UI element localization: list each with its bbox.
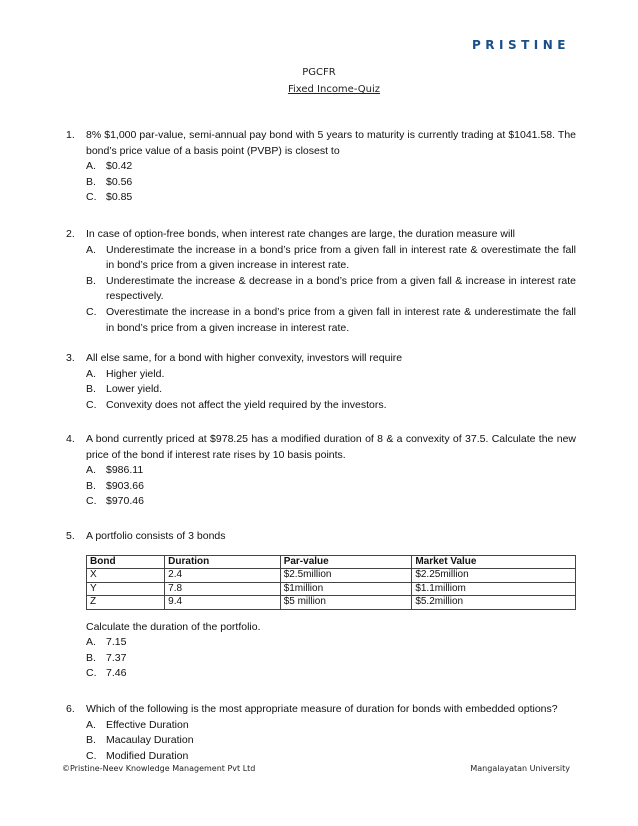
option-b: [86, 274, 576, 305]
question-text: A bond currently priced at $978.25 has a modified duration of 8 & a convexity of 37.5. Calculate the new price of the bond if interest rate rises by 10 basis points.: [86, 433, 576, 461]
option-a: [86, 367, 576, 383]
option-text: Underestimate the increase in a bond’s price from a given fall in interest rate & overestimate the fall in bond’s price from a given increase in interest rate.: [106, 243, 576, 272]
option-a: [86, 635, 576, 651]
option-label: B.: [86, 274, 96, 287]
question-followup-text: Calculate the duration of the portfolio.: [86, 620, 261, 633]
option-label: B.: [86, 651, 96, 664]
option-text: 7.15: [106, 636, 127, 649]
question-text: Which of the following is the most appropriate measure of duration for bonds with embedded options?: [86, 703, 558, 715]
footer-copyright: ©Pristine-Neev Knowledge Management Pvt Ltd: [62, 764, 256, 773]
question-6: [66, 702, 576, 764]
table-cell: 9.4: [165, 596, 281, 610]
question-5: [66, 529, 576, 682]
table-header: Par-value: [280, 555, 412, 569]
question-number: 6.: [66, 703, 75, 715]
table-cell: $2.25million: [412, 569, 576, 583]
table-cell: Z: [87, 596, 165, 610]
question-number: 2.: [66, 228, 75, 240]
table-cell: X: [87, 569, 165, 583]
page-title: PGCFR: [302, 67, 336, 78]
option-label: B.: [86, 734, 96, 747]
option-text: $970.46: [106, 495, 144, 508]
option-text: Higher yield.: [106, 367, 165, 380]
option-text: Convexity does not affect the yield required by the investors.: [106, 398, 387, 411]
question-number: 4.: [66, 433, 75, 445]
option-label: C.: [86, 398, 97, 411]
question-text: All else same, for a bond with higher convexity, investors will require: [86, 352, 403, 364]
table-header: Market Value: [412, 555, 576, 569]
table-header-row: [87, 555, 576, 569]
option-text: Modified Duration: [106, 749, 189, 762]
question-number: 3.: [66, 352, 75, 364]
option-c: [86, 190, 576, 206]
option-label: B.: [86, 479, 96, 492]
question-1: [66, 128, 576, 206]
option-text: 7.37: [106, 651, 127, 664]
option-text: $986.11: [106, 464, 144, 477]
footer-university: Mangalayatan University: [470, 764, 570, 773]
option-a: [86, 718, 576, 734]
option-b: [86, 733, 576, 749]
table-cell: 2.4: [165, 569, 281, 583]
option-c: [86, 749, 576, 765]
table-header: Bond: [87, 555, 165, 569]
question-number: 5.: [66, 530, 75, 542]
page-header: [0, 64, 638, 98]
option-label: B.: [86, 175, 96, 188]
option-a: [86, 463, 576, 479]
table-cell: $1million: [280, 582, 412, 596]
table-cell: 7.8: [165, 582, 281, 596]
option-label: C.: [86, 749, 97, 762]
question-4: [66, 432, 576, 510]
table-row: [87, 596, 576, 610]
option-label: A.: [86, 243, 96, 256]
option-c: [86, 398, 576, 414]
option-text: Effective Duration: [106, 718, 189, 731]
table-cell: $5 million: [280, 596, 412, 610]
table-row: [87, 582, 576, 596]
option-label: A.: [86, 367, 96, 380]
table-cell: $2.5million: [280, 569, 412, 583]
option-label: A.: [86, 718, 96, 731]
option-label: A.: [86, 464, 96, 477]
option-a: [86, 159, 576, 175]
pristine-logo: PRISTINE: [471, 38, 570, 52]
option-label: C.: [86, 495, 97, 508]
table-cell: $5.2million: [412, 596, 576, 610]
option-b: [86, 651, 576, 667]
option-b: [86, 382, 576, 398]
option-text: $0.56: [106, 175, 133, 188]
table-cell: Y: [87, 582, 165, 596]
question-2: [66, 227, 576, 336]
option-label: A.: [86, 160, 96, 173]
question-number: 1.: [66, 129, 75, 141]
option-text: Underestimate the increase & decrease in a bond’s price from a given fall & increase in interest rate respectively.: [106, 274, 576, 303]
option-text: $903.66: [106, 479, 144, 492]
option-b: [86, 479, 576, 495]
table-header: Duration: [165, 555, 281, 569]
option-text: $0.42: [106, 160, 133, 173]
question-text: 8% $1,000 par-value, semi-annual pay bond with 5 years to maturity is currently trading at $1041.58. The bond’s price value of a basis point (PVBP) is closest to: [86, 129, 576, 157]
option-text: Lower yield.: [106, 383, 163, 396]
option-label: C.: [86, 667, 97, 680]
option-text: 7.46: [106, 667, 127, 680]
option-a: [86, 243, 576, 274]
option-text: $0.85: [106, 191, 133, 204]
bond-table: [86, 555, 576, 610]
table-cell: $1.1milliom: [412, 582, 576, 596]
option-text: Overestimate the increase in a bond’s price from a given fall in interest rate & underestimate the fall in bond’s price from a given increase in interest rate.: [106, 305, 576, 334]
table-row: [87, 569, 576, 583]
option-label: C.: [86, 191, 97, 204]
option-label: C.: [86, 305, 97, 318]
option-c: [86, 494, 576, 510]
option-c: [86, 666, 576, 682]
question-3: [66, 351, 576, 413]
option-b: [86, 175, 576, 191]
option-label: B.: [86, 383, 96, 396]
option-c: [86, 305, 576, 336]
question-text: A portfolio consists of 3 bonds: [86, 530, 226, 542]
question-text: In case of option-free bonds, when interest rate changes are large, the duration measure will: [86, 228, 515, 240]
page-subtitle: Fixed Income-Quiz: [287, 84, 381, 95]
option-label: A.: [86, 636, 96, 649]
option-text: Macaulay Duration: [106, 734, 194, 747]
